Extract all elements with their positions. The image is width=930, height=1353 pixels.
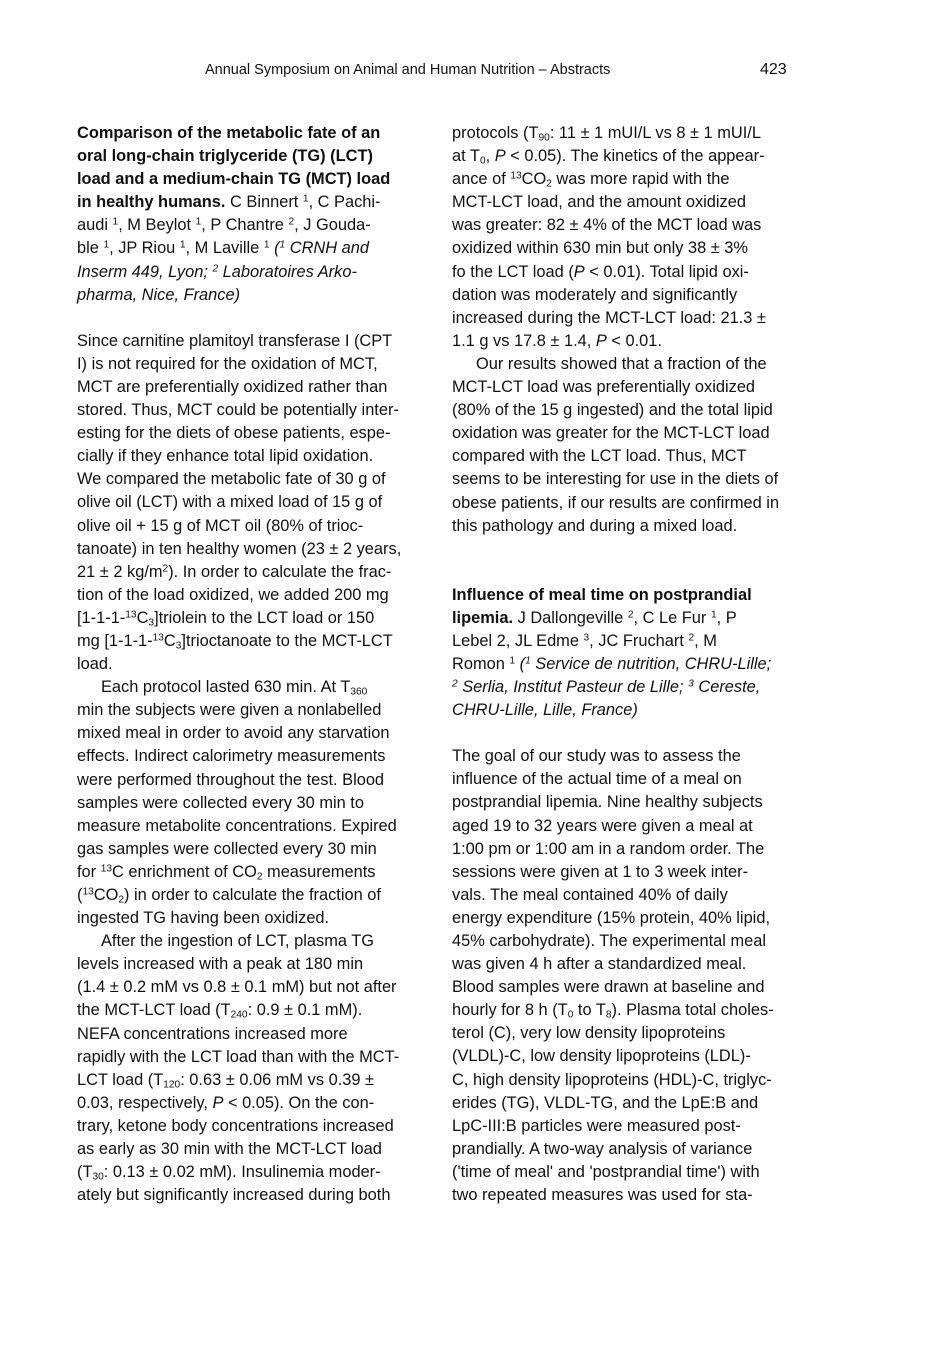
abstract-2-heading: Influence of meal time on postprandial lipemia. J Dallongeville $^2$, C Le Fur $^1$, P Lebel 2, JL Edme $^3$, JC Fruchart $^2$, M Romon $^1$ ($^1$ Service de nutrition, CHRU-Lille; $^2$ Serlia, Institut Pasteur de Lille; $^3$ Cereste, CHRU-Lille, Lille, France) [452,585,772,720]
abstract-1-heading: Comparison of the metabolic fate of an oral long-chain triglyceride (TG) (LCT) load and a medium-chain TG (MCT) load in healthy humans. C Binnert $^1$, C Pachi- audi $^1$, M Beylot $^1$, P Chantre $^2$, J Gouda- ble $^1$, JP Riou $^1$, M Laville $^1$ ($^1$ CRNH and Inserm 449, Lyon; $^2$ Laboratoires Arko- pharma, Nice, France) [77,124,391,304]
abstract-1-paragraph-2: Each protocol lasted 630 min. At $T_{360}$ min the subjects were given a nonlabelled mixed meal in order to avoid any starvation effects. Indirect calorimetry measurements were performed throughout the test. Blood samples were collected every 30 min to measure metabolite concentrations. Expired gas samples were collected every 30 min for $^{13}$C enrichment of $CO_2$ measurements $(^{13}CO_2)$ in order to calculate the fraction of ingested TG having been oxidized. [77,678,397,928]
abstract-1-paragraph-3-continued: protocols ($T_{90}$: 11 ± 1 mUI/L vs 8 ± 1 mUI/L at $T_0$, P < 0.05). The kinetics of the appear- ance of $^{13}CO_2$ was more rapid with the MCT-LCT load, and the amount oxidized was greater: 82 ± 4% of the MCT load was oxidized within 630 min but only 38 ± 3% fo the LCT load (P < 0.01). Total lipid oxi- dation was moderately and significantly increased during the MCT-LCT load: 21.3 ± 1.1 g vs 17.8 ± 1.4, P < 0.01. [452,124,766,350]
abstract-1-paragraph-3: After the ingestion of LCT, plasma TG levels increased with a peak at 180 min (1.4 ± 0.2 mM vs 0.8 ± 0.1 mM) but not after the MCT-LCT load ($T_{240}$: 0.9 ± 0.1 mM). NEFA concentrations increased more rapidly with the LCT load than with the MCT- LCT load ($T_{120}$: 0.63 ± 0.06 mM vs 0.39 ± 0.03, respectively, P < 0.05). On the con- trary, ketone body concentrations increased as early as 30 min with the MCT-LCT load ($T_{30}$: 0.13 ± 0.02 mM). Insulinemia moder- ately but significantly increased during both [77,932,400,1205]
left-column [77,122,419,1207]
right-column [452,122,794,1207]
running-header [0,62,930,86]
abstract-2-paragraph-1: The goal of our study was to assess the influence of the actual time of a meal on postprandial lipemia. Nine healthy subjects aged 19 to 32 years were given a meal at 1:00 pm or 1:00 am in a random order. The sessions were given at 1 to 3 week inter- vals. The meal contained 40% of daily energy expenditure (15% protein, 40% lipid, 45% carbohydrate). The experimental meal was given 4 h after a standardized meal. Blood samples were drawn at baseline and hourly for 8 h ($T_0$ to $T_8$). Plasma total choles- terol (C), very low density lipoproteins (VLDL)-C, low density lipoproteins (LDL)- C, high density lipoproteins (HDL)-C, triglyc- erides (TG), VLDL-TG, and the LpE:B and LpC-III:B particles were measured post- prandially. A two-way analysis of variance ('time of meal' and 'postprandial time') with two repeated measures was used for sta- [452,747,774,1205]
abstract-1-paragraph-4: Our results showed that a fraction of the MCT-LCT load was preferentially oxidized (80% of the 15 g ingested) and the total lipid oxidation was greater for the MCT-LCT load compared with the LCT load. Thus, MCT seems to be interesting for use in the diets of obese patients, if our results are confirmed in this pathology and during a mixed load. [452,354,780,535]
abstract-1-paragraph-1: Since carnitine plamitoyl transferase I (CPT I) is not required for the oxidation of MCT, MCT are preferentially oxidized rather than stored. Thus, MCT could be potentially inter- esting for the diets of obese patients, espe- cially if they enhance total lipid oxidation. We compared the metabolic fate of 30 g of olive oil (LCT) with a mixed load of 15 g of olive oil + 15 g of MCT oil (80% of trioc- tanoate) in ten healthy women (23 ± 2 years, 21 ± 2 $kg/m^2$). In order to calculate the frac- tion of the load oxidized, we added 200 mg $[1-1-1-^{13}C_3]triolein$ to the LCT load or 150 mg $[1-1-1-^{13}C_3]trioctanoate$ to the MCT-LCT load. [77,331,402,674]
running-title: Annual Symposium on Animal and Human Nutrition – Abstracts [205,62,611,78]
page-number: 423 [760,61,787,78]
